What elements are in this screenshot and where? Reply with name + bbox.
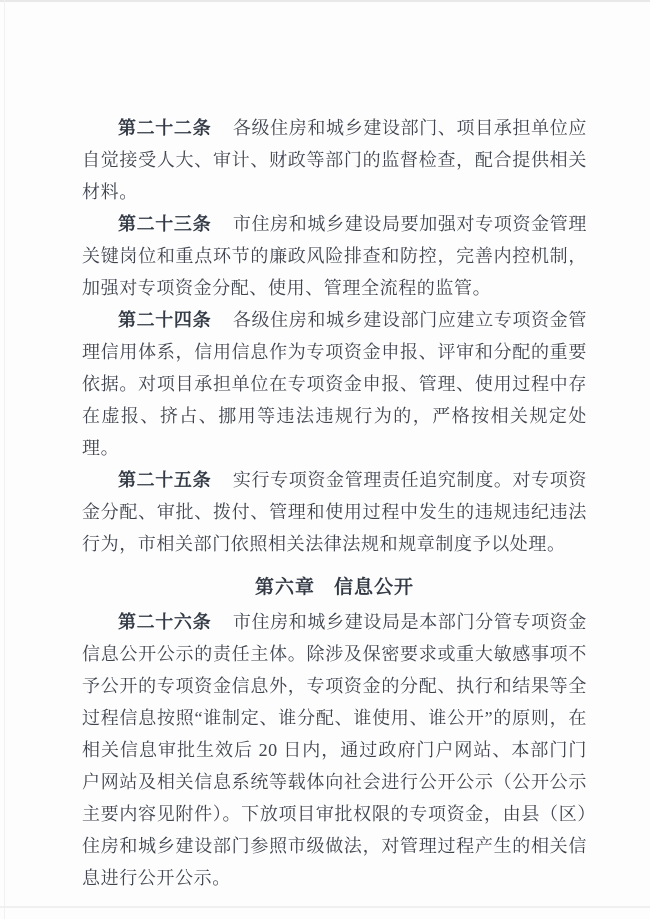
article-text: 市住房和城乡建设局是本部门分管专项资金信息公开公示的责任主体。除涉及保密要求或重大敏感事项不予公开的专项资金信息外，专项资金的分配、执行和结果等全过程信息按照“谁制定、谁分配、谁使用、谁公开”的原则，在相关信息审批生效后 20 日内，通过政府门户网站、本部门门户网站及相关信息系统等载体向社会进行公开公示（公开公示主要内容见附件）。下放项目审批权限的专项资金，由县（区）住房和城乡建设部门参照市级做法，对管理过程产生的相关信息进行公开公示。 bbox=[82, 612, 588, 888]
article-number: 第二十四条 bbox=[118, 310, 212, 330]
page-left-edge bbox=[4, 0, 5, 919]
chapter-title: 信息公开 bbox=[334, 577, 415, 598]
article-text: 市住房和城乡建设局要加强对专项资金管理关键岗位和重点环节的廉政风险排查和防控，完善内控机制，加强对专项资金分配、使用、管理全流程的监管。 bbox=[82, 214, 588, 298]
article-number: 第二十二条 bbox=[118, 118, 212, 138]
article-number: 第二十五条 bbox=[118, 470, 212, 490]
article-number: 第二十三条 bbox=[118, 214, 212, 234]
document-content bbox=[82, 112, 587, 894]
article-paragraph bbox=[82, 464, 587, 560]
article-paragraph bbox=[82, 304, 587, 464]
article-paragraph bbox=[82, 606, 587, 894]
article-paragraph bbox=[82, 208, 587, 304]
article-paragraph bbox=[82, 112, 587, 208]
page-bottom-edge bbox=[0, 906, 650, 908]
article-text: 各级住房和城乡建设部门应建立专项资金管理信用体系，信用信息作为专项资金申报、评审和分配的重要依据。对项目承担单位在专项资金申报、管理、使用过程中存在虚报、挤占、挪用等违法违规行为的，严格按相关规定处理。 bbox=[82, 310, 588, 458]
page-top-edge bbox=[0, 0, 650, 2]
article-number: 第二十六条 bbox=[118, 612, 212, 632]
chapter-heading bbox=[82, 572, 587, 604]
article-text: 实行专项资金管理责任追究制度。对专项资金分配、审批、拨付、管理和使用过程中发生的违规违纪违法行为，市相关部门依照相关法律法规和规章制度予以处理。 bbox=[82, 470, 588, 554]
article-text: 各级住房和城乡建设部门、项目承担单位应自觉接受人大、审计、财政等部门的监督检查，配合提供相关材料。 bbox=[82, 118, 588, 202]
chapter-number: 第六章 bbox=[254, 577, 315, 598]
